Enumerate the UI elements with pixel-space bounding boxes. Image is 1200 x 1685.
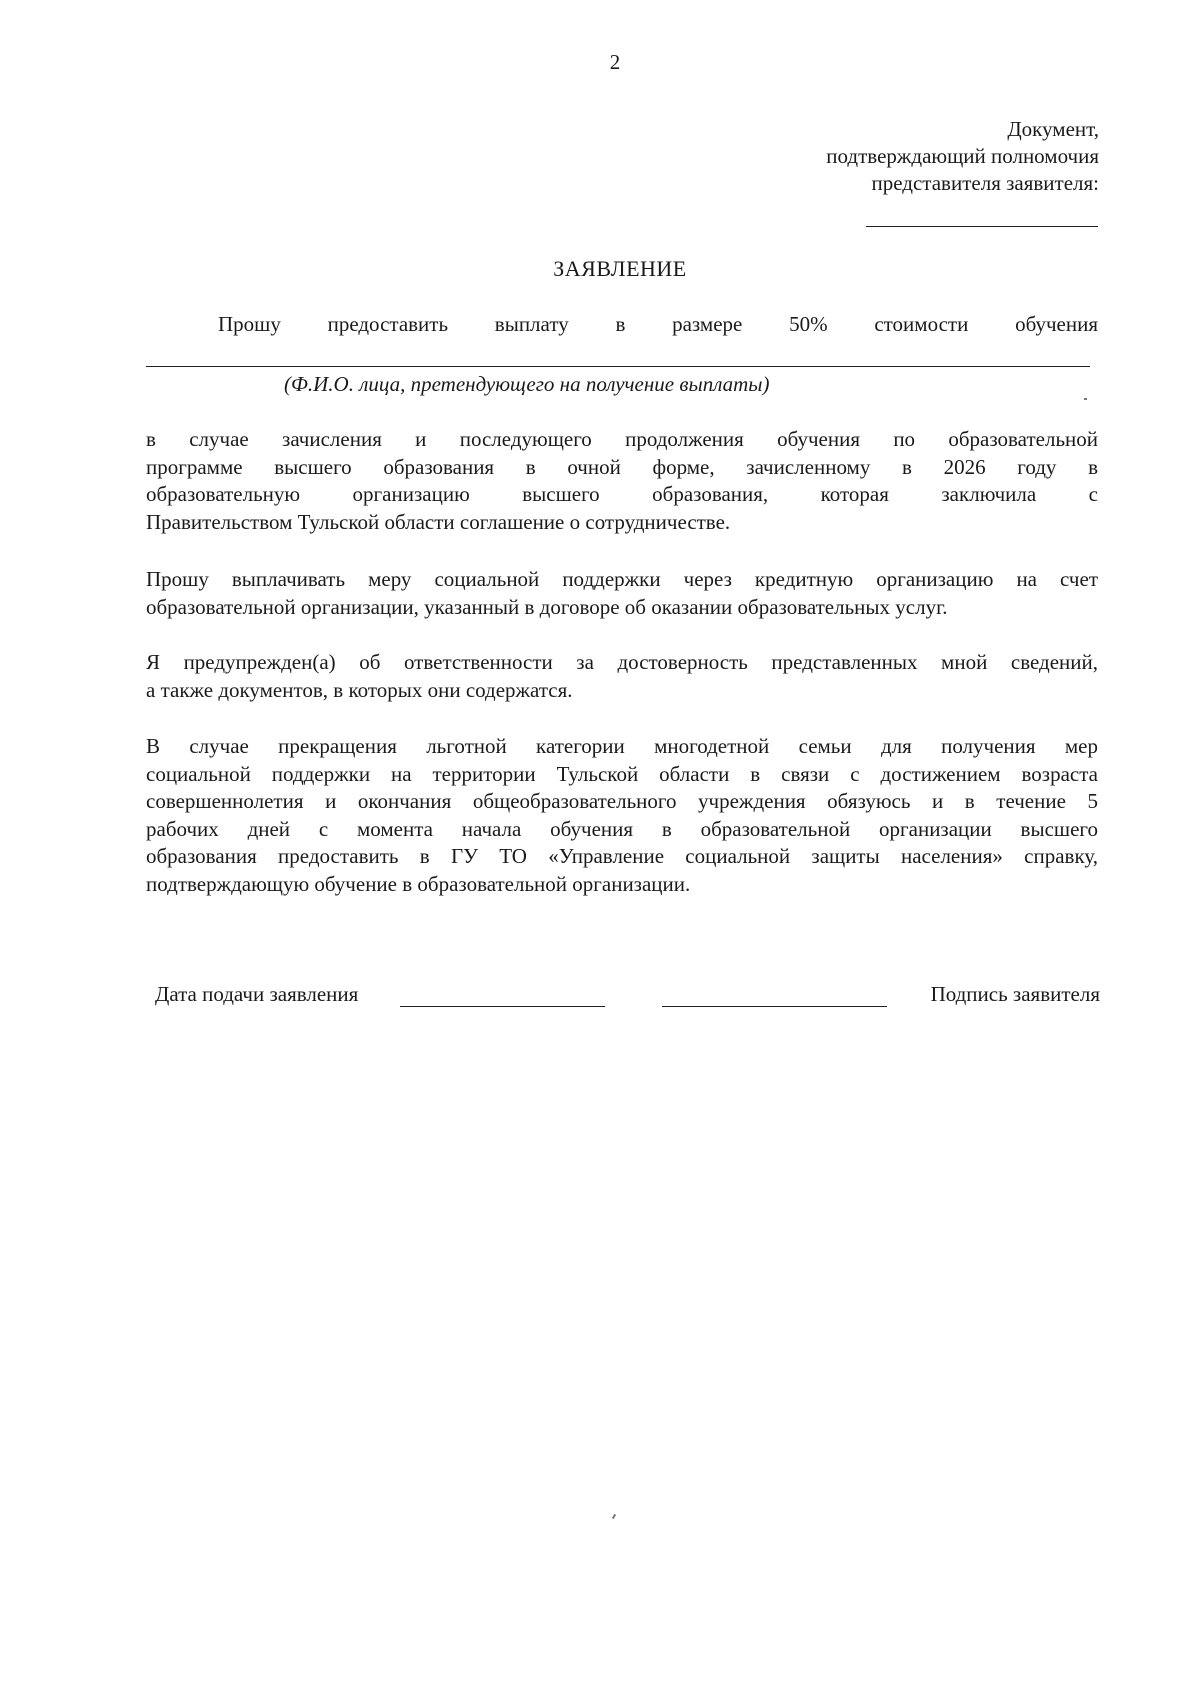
request-word: обучения xyxy=(1015,312,1098,336)
scan-speck xyxy=(1084,398,1087,400)
paragraph-enrollment xyxy=(146,426,1098,536)
paragraph-line: В случае прекращения льготной категории многодетной семьи для получения мер xyxy=(146,734,1098,758)
paragraph-line: в случае зачисления и последующего продолжения обучения по образовательной xyxy=(146,427,1098,451)
paragraph-payment-method xyxy=(146,566,1098,621)
scan-speck xyxy=(612,1514,616,1519)
fio-blank-line xyxy=(146,366,1090,367)
date-label: Дата подачи заявления xyxy=(155,982,359,1006)
paragraph-line: социальной поддержки на территории Тульской области в связи с достижением возраста xyxy=(146,761,1098,786)
paragraph-line: программе высшего образования в очной форме, зачисленному в 2026 году в xyxy=(146,454,1098,479)
date-blank-line xyxy=(400,1006,605,1007)
signature-blank-line xyxy=(662,1006,887,1007)
signature-row xyxy=(155,982,1100,1012)
paragraph-line: Прошу выплачивать меру социальной поддержки через кредитную организацию на счет xyxy=(146,567,1098,591)
request-word: в xyxy=(615,312,626,336)
request-line xyxy=(218,312,1098,337)
representative-blank-line xyxy=(866,226,1098,227)
page-number: 2 xyxy=(609,50,621,74)
paragraph-responsibility xyxy=(146,649,1098,704)
paragraph-line: образования предоставить в ГУ ТО «Управление социальной защиты населения» справку, xyxy=(146,844,1098,868)
paragraph-line: рабочих дней с момента начала обучения в образовательной организации высшего xyxy=(146,816,1098,841)
signature-label: Подпись заявителя xyxy=(930,982,1100,1006)
paragraph-line: подтверждающую обучение в образовательной организации. xyxy=(146,871,691,896)
representative-line: Документ, xyxy=(1007,117,1099,141)
paragraph-obligation xyxy=(146,733,1098,898)
representative-line: подтверждающий полномочия xyxy=(826,144,1099,168)
request-word: размере xyxy=(672,312,743,336)
paragraph-line: Я предупрежден(а) об ответственности за достоверность представленных мной сведений, xyxy=(146,650,1098,674)
request-word: выплату xyxy=(494,312,569,336)
representative-document-block xyxy=(679,116,1099,197)
request-word: Прошу xyxy=(218,312,281,336)
representative-line: представителя заявителя: xyxy=(871,171,1099,195)
request-word: предоставить xyxy=(327,312,449,336)
fio-caption: (Ф.И.О. лица, претендующего на получение выплаты) xyxy=(284,372,770,396)
document-title: ЗАЯВЛЕНИЕ xyxy=(553,256,687,281)
paragraph-line: образовательной организации, указанный в договоре об оказании образовательных услуг. xyxy=(146,594,948,619)
paragraph-line: совершеннолетия и окончания общеобразовательного учреждения обязуюсь и в течение 5 xyxy=(146,789,1098,813)
paragraph-line: образовательную организацию высшего образования, которая заключила с xyxy=(146,482,1098,506)
paragraph-line: а также документов, в которых они содержатся. xyxy=(146,677,573,702)
request-word: стоимости xyxy=(874,312,969,336)
paragraph-line: Правительством Тульской области соглашение о сотрудничестве. xyxy=(146,509,731,534)
request-word: 50% xyxy=(789,312,828,336)
